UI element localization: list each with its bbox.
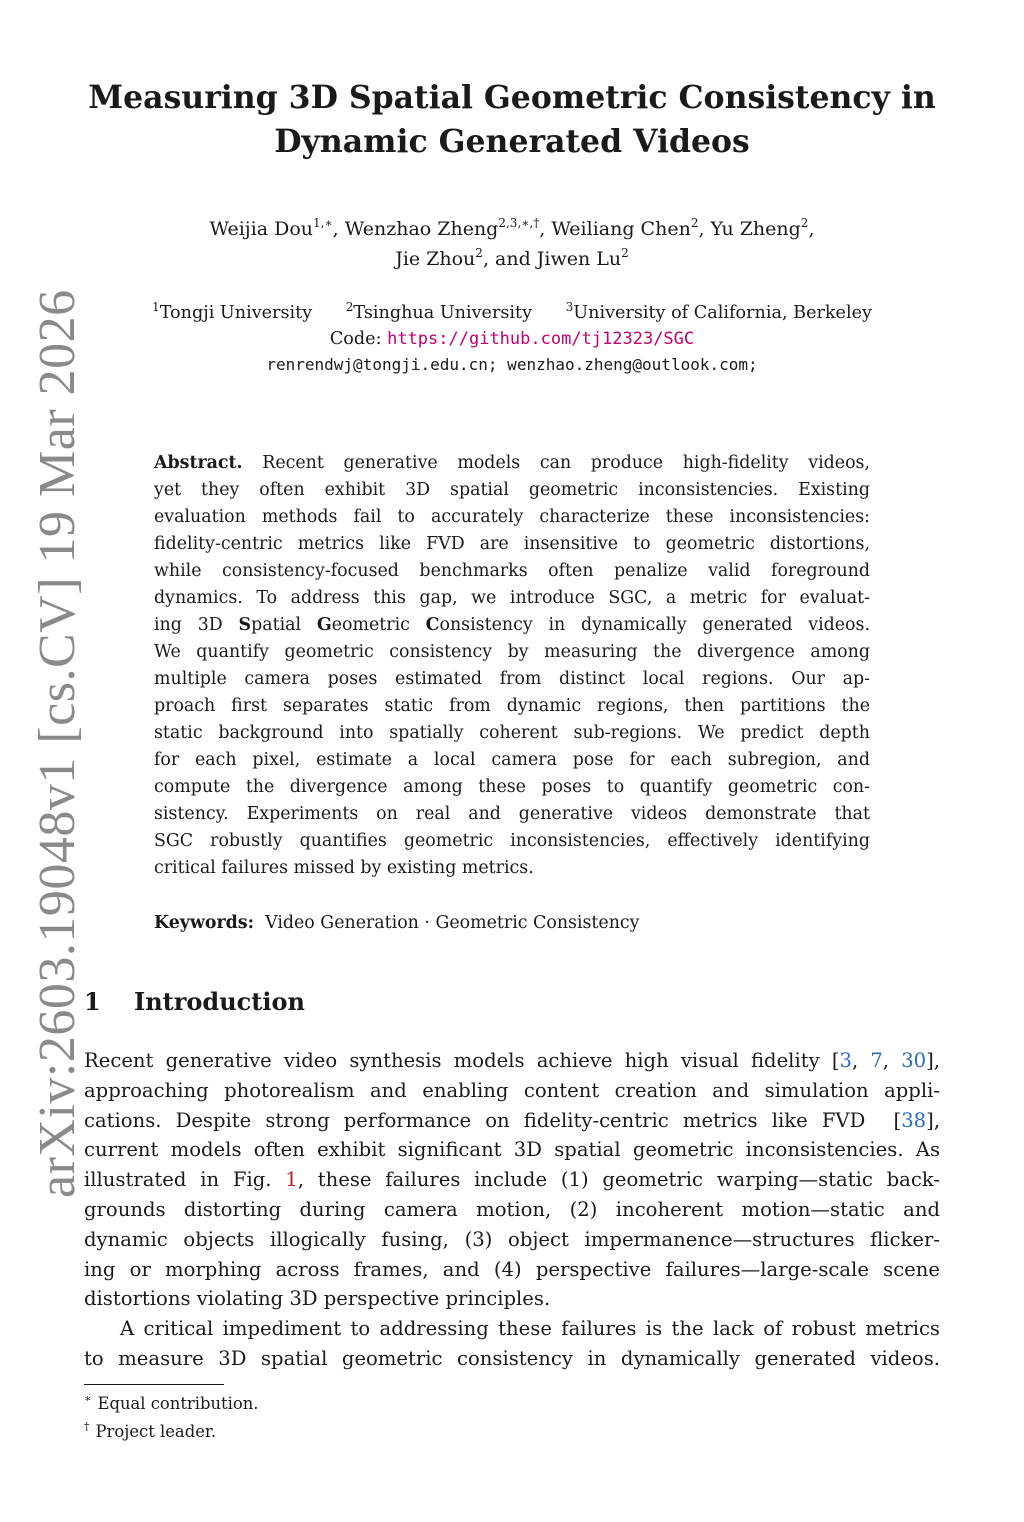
abstract-line: fidelity-centric metrics like FVD are insensitive to geometric distortions, [154,534,870,554]
intro-line [84,1165,940,1195]
intro-text: , these failures include (1) geometric warping—static back- [297,1168,940,1192]
code-label: Code: [329,329,388,349]
footnote-text: Project leader. [95,1422,217,1441]
intro-text: ], [926,1108,940,1132]
keywords-text: Video Generation · Geometric Consistency [254,913,640,933]
footnote [84,1418,259,1446]
author-name: Jiwen Lu [536,248,622,270]
abstract-line: proach first separates static from dynamic regions, then partitions the [154,696,870,716]
abstract-line: We quantify geometric consistency by measuring the divergence among [154,642,870,662]
abstract-label: Abstract. [154,453,243,473]
abstract-text: eometric [331,615,426,635]
author-separator: , and [482,248,537,270]
title-line-1: Measuring 3D Spatial Geometric Consistency in [88,79,936,116]
abstract-line: SGC robustly quantifies geometric inconsistencies, effectively identifying [154,831,870,851]
author-separator: , [698,218,711,240]
abstract-line: yet they often exhibit 3D spatial geometric inconsistencies. Existing [154,480,870,500]
footnote-symbol: ∗ [84,1392,92,1405]
institution-name: University of California, Berkeley [573,303,872,323]
institution-mark: 1 [152,300,160,314]
abstract-line: dynamics. To address this gap, we introduce SGC, a metric for evaluat- [154,588,870,608]
abstract-line: for each pixel, estimate a local camera pose for each subregion, and [154,750,870,770]
abstract-text: Recent generative models can produce high-fidelity videos, [242,453,870,473]
author-name: Jie Zhou [395,248,476,270]
citation-link[interactable]: 7 [870,1049,883,1072]
author-affiliation-mark: 2 [800,216,809,230]
abstract-line: multiple camera poses estimated from distinct local regions. Our ap- [154,669,870,689]
institution [565,300,872,323]
author-affiliation-mark: 2 [621,246,629,260]
intro-text: Recent generative video synthesis models achieve high visual fidelity [ [84,1049,840,1072]
intro-text: illustrated in Fig. [84,1168,286,1192]
institution-name: Tongji University [159,303,313,323]
paper-title [60,76,964,164]
author-affiliation-mark: 2,3,∗,† [498,216,540,230]
intro-text: , [851,1049,871,1072]
footnotes [84,1390,259,1446]
author-list [80,214,944,274]
introduction-body [84,1046,940,1374]
author-name: Yu Zheng [710,218,801,240]
abstract-line: static background into spatially coherent sub-regions. We predict depth [154,723,870,743]
author-separator: , [808,218,815,240]
contact-emails: renrendwj@tongji.edu.cn; wenzhao.zheng@outlook.com; [266,355,758,374]
author-line-2 [80,244,944,274]
acronym-letter: C [425,615,440,635]
footnote [84,1390,259,1418]
footnote-symbol: † [84,1420,90,1433]
intro-line: A critical impediment to addressing these failures is the lack of robust metrics [120,1317,940,1341]
author-name: Weijia Dou [209,218,314,240]
abstract-text: patial [251,615,317,635]
intro-text: , [882,1049,902,1072]
intro-line: current models often exhibit significant 3D spatial geometric inconsistencies. As [84,1138,940,1162]
institution-name: Tsinghua University [353,303,533,323]
intro-line [84,1106,940,1136]
citation-link[interactable]: 30 [901,1049,927,1072]
code-link[interactable]: https://github.com/tj12323/SGC [387,329,695,349]
author-line-1 [80,214,944,244]
institution [345,300,533,323]
figure-reference-link[interactable]: 1 [285,1168,298,1192]
author-separator: , [539,218,552,240]
citation-link[interactable]: 38 [901,1108,927,1132]
code-row [80,326,944,352]
acronym-letter: G [316,615,332,635]
title-line-2: Dynamic Generated Videos [274,123,750,160]
intro-line: grounds distorting during camera motion, (2) incoherent motion—static and [84,1197,940,1221]
intro-text: cations. Despite strong performance on fidelity-centric metrics like FVD [ [84,1108,902,1132]
intro-line: ing or morphing across frames, and (4) perspective failures—large-scale scene [84,1257,940,1281]
abstract-line [154,450,870,477]
author-affiliation-mark: 2 [475,246,483,260]
intro-line: approaching photorealism and enabling content creation and simulation appli- [84,1078,940,1102]
author-affiliation-mark: 2 [690,216,699,230]
author-name: Wenzhao Zheng [344,218,499,240]
abstract-line: while consistency-focused benchmarks often penalize valid foreground [154,561,870,581]
section-title: Introduction [134,987,305,1016]
footnote-text: Equal contribution. [97,1394,259,1413]
keywords-label: Keywords: [154,913,255,933]
abstract-line: critical failures missed by existing metrics. [154,858,534,878]
author-affiliation-mark: 1,∗ [313,216,333,230]
abstract-text: ing 3D [154,615,239,635]
abstract-line: compute the divergence among these poses to quantify geometric con- [154,777,870,797]
author-separator: , [332,218,345,240]
citation-link[interactable]: 3 [839,1049,852,1072]
abstract-line: evaluation methods fail to accurately characterize these inconsistencies: [154,507,870,527]
intro-text: ], [926,1049,940,1072]
acronym-letter: S [238,615,252,635]
intro-line: distortions violating 3D perspective principles. [84,1287,551,1311]
intro-line: dynamic objects illogically fusing, (3) object impermanence—structures flicker- [84,1227,940,1251]
abstract-text: onsistency in dynamically generated videos. [439,615,870,635]
abstract-line: sistency. Experiments on real and generative videos demonstrate that [154,804,870,824]
footnote-divider [84,1384,224,1385]
abstract [154,450,870,882]
keywords [154,910,870,937]
intro-line: to measure 3D spatial geometric consistency in dynamically generated videos. [84,1346,940,1370]
affiliations [80,300,944,378]
arxiv-watermark: arXiv:2603.19048v1 [cs.CV] 19 Mar 2026 [29,289,86,1198]
author-name: Weiliang Chen [551,218,691,240]
intro-line [84,1046,940,1076]
section-number: 1 [84,987,101,1016]
section-heading [84,982,305,1022]
abstract-line [154,612,870,639]
institution [152,300,313,323]
institution-row [80,300,944,326]
institution-mark: 3 [565,300,574,314]
institution-mark: 2 [345,300,354,314]
